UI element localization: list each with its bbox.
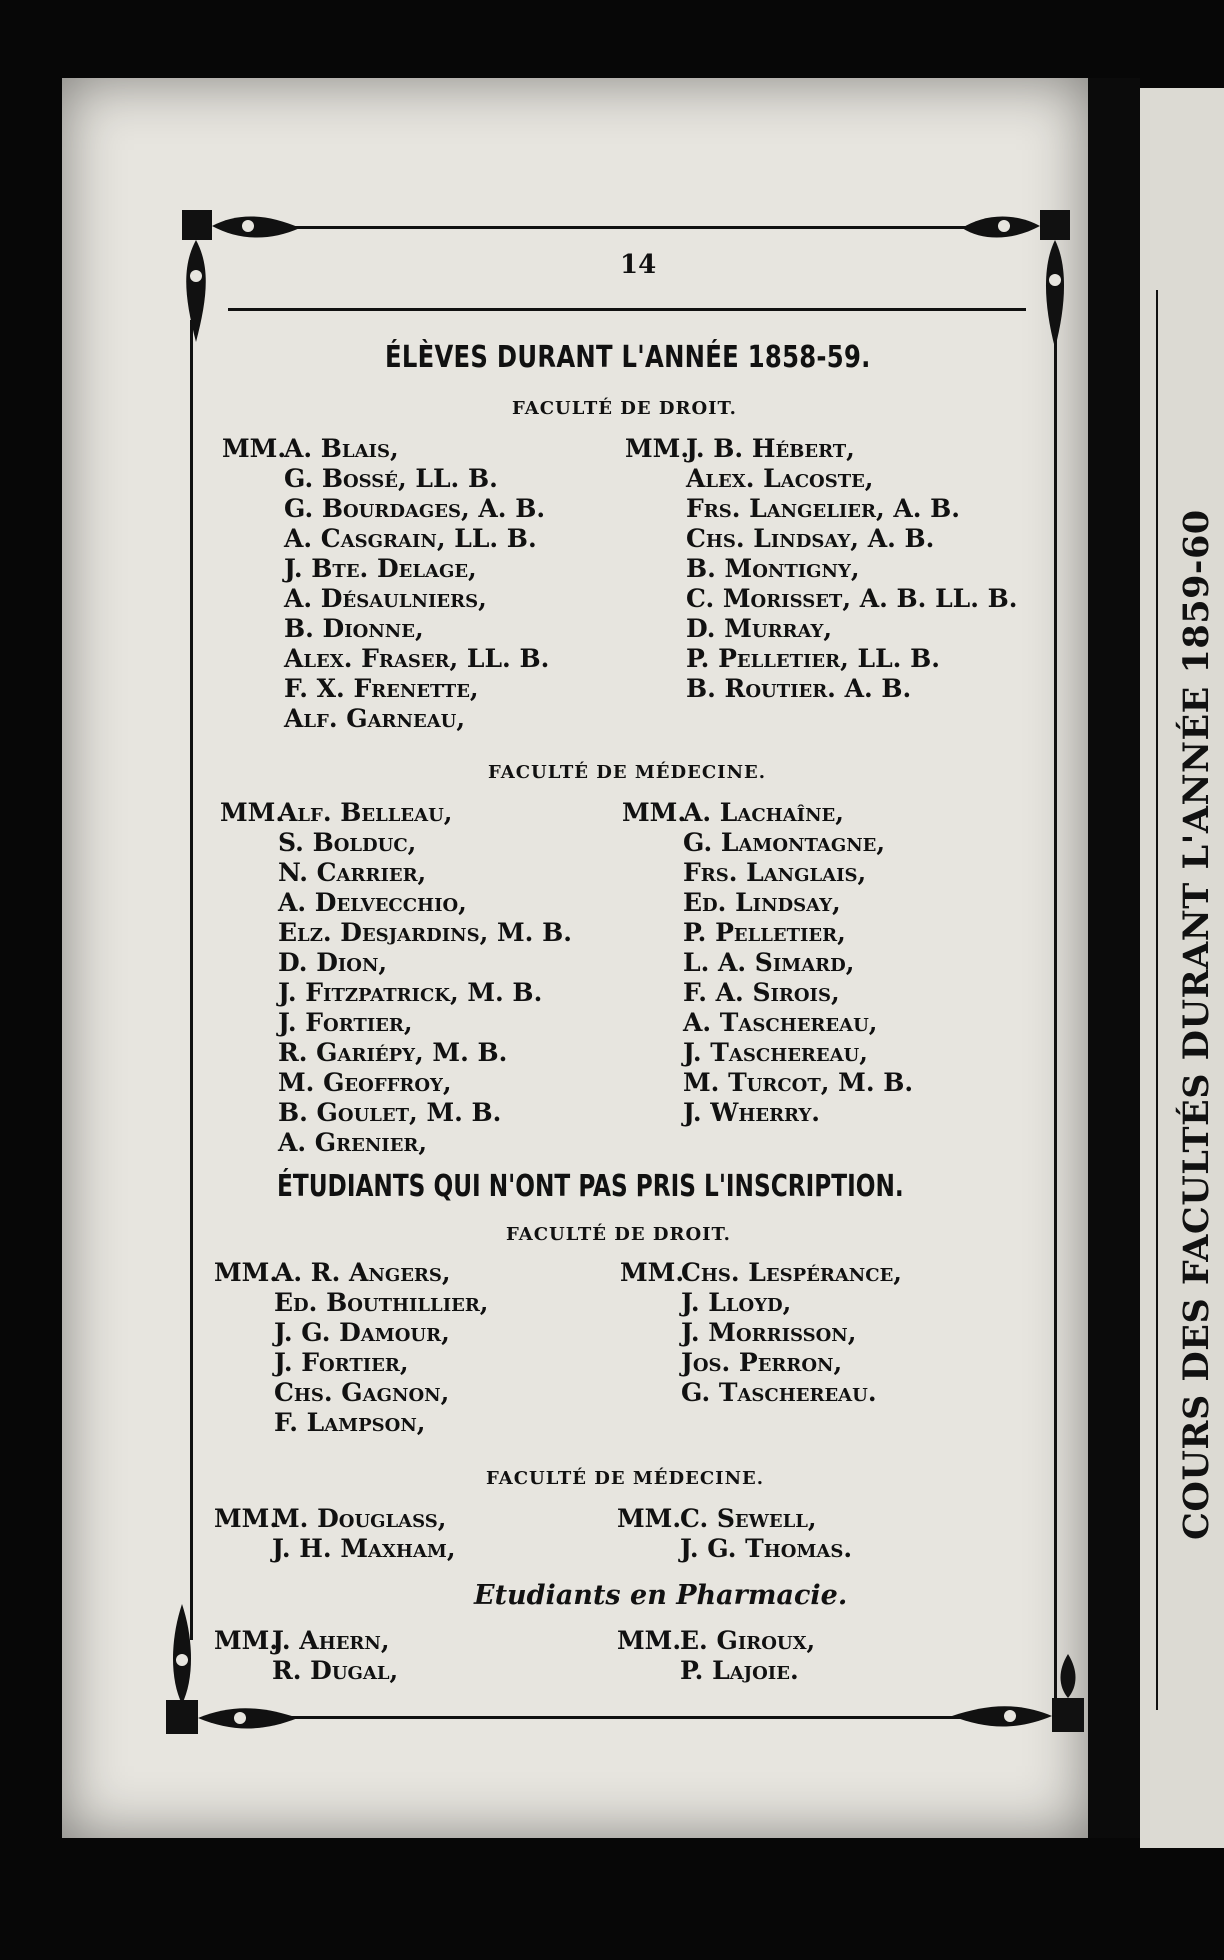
law-faculty-heading-2: FACULTÉ DE DROIT. bbox=[506, 1224, 731, 1245]
list-item: Chs. Gagnon, bbox=[274, 1378, 450, 1407]
list-item: F. X. Frenette, bbox=[284, 674, 479, 703]
law-uninscribed-right bbox=[681, 1258, 902, 1408]
section-title-uninscribed: ÉTUDIANTS QUI N'ONT PAS PRIS L'INSCRIPTION. bbox=[277, 1169, 904, 1204]
list-item: N. Carrier, bbox=[278, 858, 427, 887]
list-item: Alf. Garneau, bbox=[284, 704, 466, 733]
list-item: M. Geoffroy, bbox=[278, 1068, 452, 1097]
list-item: Alf. Belleau, bbox=[278, 798, 453, 827]
medicine-faculty-heading: FACULTÉ DE MÉDECINE. bbox=[488, 762, 767, 783]
list-item: J. Fortier, bbox=[278, 1008, 413, 1037]
list-item: M. Turcot, M. B. bbox=[683, 1068, 914, 1097]
list-item: J. Taschereau, bbox=[683, 1038, 868, 1067]
list-item: A. Grenier, bbox=[278, 1128, 428, 1157]
list-item: A. Taschereau, bbox=[683, 1008, 878, 1037]
list-item: C. Sewell, bbox=[680, 1504, 817, 1533]
list-item: E. Giroux, bbox=[680, 1626, 816, 1655]
medicine-faculty-heading-2: FACULTÉ DE MÉDECINE. bbox=[486, 1468, 765, 1489]
medicine-students-left bbox=[278, 798, 572, 1158]
list-item: J. H. Maxham, bbox=[272, 1534, 456, 1563]
list-item: Jos. Perron, bbox=[681, 1348, 843, 1377]
frame-left-rule bbox=[190, 320, 193, 1640]
list-item: S. Bolduc, bbox=[278, 828, 417, 857]
law-students-right bbox=[686, 434, 1017, 704]
list-item: P. Lajoie. bbox=[680, 1656, 799, 1685]
list-item: D. Murray, bbox=[686, 614, 833, 643]
list-item: Ed. Bouthillier, bbox=[274, 1288, 489, 1317]
list-item: P. Pelletier, LL. B. bbox=[686, 644, 940, 673]
mm-prefix: MM. bbox=[620, 1258, 685, 1287]
list-item: J. Lloyd, bbox=[681, 1288, 792, 1317]
medicine-uninscribed-left bbox=[272, 1504, 456, 1564]
list-item: J. Bte. Delage, bbox=[284, 554, 477, 583]
list-item: J. B. Hébert, bbox=[686, 434, 855, 463]
corner-ornament-top-left bbox=[178, 206, 308, 346]
frame-top-rule bbox=[290, 226, 970, 229]
corner-ornament-bottom-right bbox=[948, 1650, 1088, 1740]
list-item: D. Dion, bbox=[278, 948, 388, 977]
list-item: A. Lachaîne, bbox=[683, 798, 844, 827]
mm-prefix: MM. bbox=[617, 1504, 682, 1533]
mm-prefix: MM. bbox=[220, 798, 285, 827]
frame-right-rule bbox=[1054, 320, 1057, 1700]
law-uninscribed-left bbox=[274, 1258, 489, 1438]
mm-prefix: MM. bbox=[214, 1626, 279, 1655]
list-item: J. Wherry. bbox=[683, 1098, 821, 1127]
list-item: A. R. Angers, bbox=[274, 1258, 451, 1287]
next-page-rule bbox=[1156, 290, 1158, 1710]
pharmacy-heading: Etudiants en Pharmacie. bbox=[474, 1580, 848, 1611]
law-students-left bbox=[284, 434, 549, 734]
corner-ornament-top-right bbox=[958, 206, 1074, 352]
list-item: P. Pelletier, bbox=[683, 918, 846, 947]
mm-prefix: MM. bbox=[625, 434, 690, 463]
pharmacy-students-left bbox=[272, 1626, 398, 1686]
list-item: J. Fitzpatrick, M. B. bbox=[278, 978, 543, 1007]
page-gutter bbox=[1088, 78, 1140, 1838]
list-item: G. Lamontagne, bbox=[683, 828, 886, 857]
mm-prefix: MM. bbox=[222, 434, 287, 463]
list-item: C. Morisset, A. B. LL. B. bbox=[686, 584, 1018, 613]
list-item: Ed. Lindsay, bbox=[683, 888, 841, 917]
list-item: M. Douglass, bbox=[272, 1504, 447, 1533]
list-item: G. Taschereau. bbox=[681, 1378, 877, 1407]
list-item: F. A. Sirois, bbox=[683, 978, 840, 1007]
list-item: B. Goulet, M. B. bbox=[278, 1098, 502, 1127]
list-item: J. Morrisson, bbox=[681, 1318, 857, 1347]
medicine-students-right bbox=[683, 798, 913, 1128]
page-title: ÉLÈVES DURANT L'ANNÉE 1858-59. bbox=[385, 340, 871, 375]
header-rule bbox=[228, 308, 1026, 311]
mm-prefix: MM. bbox=[214, 1504, 279, 1533]
mm-prefix: MM. bbox=[214, 1258, 279, 1287]
list-item: J. Fortier, bbox=[274, 1348, 409, 1377]
list-item: A. Delvecchio, bbox=[278, 888, 467, 917]
list-item: F. Lampson, bbox=[274, 1408, 426, 1437]
list-item: J. Ahern, bbox=[272, 1626, 390, 1655]
list-item: Chs. Lespérance, bbox=[681, 1258, 902, 1287]
list-item: Frs. Langelier, A. B. bbox=[686, 494, 961, 523]
list-item: B. Routier. A. B. bbox=[686, 674, 912, 703]
list-item: R. Gariépy, M. B. bbox=[278, 1038, 508, 1067]
list-item: A. Blais, bbox=[284, 434, 399, 463]
mm-prefix: MM. bbox=[617, 1626, 682, 1655]
list-item: Alex. Fraser, LL. B. bbox=[284, 644, 550, 673]
list-item: J. G. Damour, bbox=[274, 1318, 450, 1347]
list-item: A. Désaulniers, bbox=[284, 584, 487, 613]
list-item: G. Bourdages, A. B. bbox=[284, 494, 546, 523]
spine-title: COURS DES FACULTÉS DURANT L'ANNÉE 1859-60 bbox=[1176, 509, 1217, 1540]
list-item: R. Dugal, bbox=[272, 1656, 399, 1685]
list-item: Chs. Lindsay, A. B. bbox=[686, 524, 935, 553]
list-item: Frs. Langlais, bbox=[683, 858, 867, 887]
medicine-uninscribed-right bbox=[680, 1504, 852, 1564]
list-item: A. Casgrain, LL. B. bbox=[284, 524, 537, 553]
list-item: B. Dionne, bbox=[284, 614, 424, 643]
list-item: B. Montigny, bbox=[686, 554, 860, 583]
list-item: G. Bossé, LL. B. bbox=[284, 464, 498, 493]
list-item: Elz. Desjardins, M. B. bbox=[278, 918, 572, 947]
law-faculty-heading: FACULTÉ DE DROIT. bbox=[512, 398, 737, 419]
page-number: 14 bbox=[620, 250, 657, 280]
list-item: Alex. Lacoste, bbox=[686, 464, 874, 493]
pharmacy-students-right bbox=[680, 1626, 815, 1686]
list-item: L. A. Simard, bbox=[683, 948, 855, 977]
list-item: J. G. Thomas. bbox=[680, 1534, 853, 1563]
frame-bottom-rule bbox=[280, 1716, 970, 1719]
mm-prefix: MM. bbox=[622, 798, 687, 827]
